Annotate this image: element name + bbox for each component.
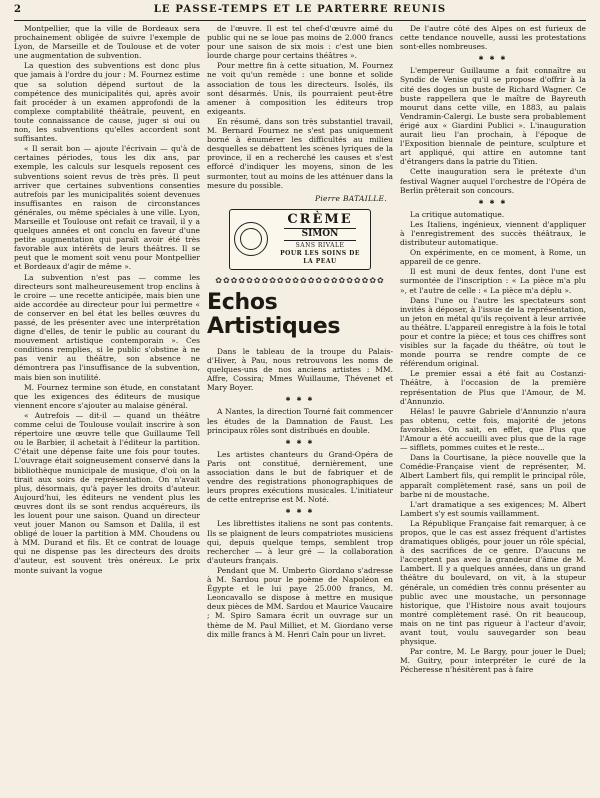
ad-usage: POUR LES SOINS DE LA PEAU	[280, 249, 360, 265]
newspaper-title: LE PASSE-TEMPS ET LE PARTERRE REUNIS	[153, 4, 447, 15]
ad-brand: CRÈME	[287, 211, 353, 227]
paragraph: Cette inauguration sera le prétexte d'un festival Wagner auquel l'orchestre de l'Opéra de Berlin prêterait son concours.	[400, 167, 586, 195]
article-columns	[14, 24, 586, 792]
paragraph: De l'autre côté des Alpes on est furieux de cette tendance nouvelle, aussi les protestations sont-elles nombreuses.	[400, 24, 586, 52]
paragraph: Les Italiens, ingénieux, viennent d'appliquer à l'enregistrement des succès théâtraux, le distributeur automatique.	[400, 219, 586, 248]
column-2	[207, 24, 393, 792]
page-number: 2	[14, 4, 23, 15]
paragraph: La République Française fait remarquer, à ce propos, que le cas est assez fréquent d'artistes dramatiques obligés, pour jouer un rôle spécial, à des sacrifices de ce genre. D'aucuns ne l'acceptent pas avec la grandeur d'âme de M. Lambert. Il y a quelques années, dans un grand théâtre du boulevard, on vit, à la stupeur générale, un comédien très connu présenter au public avec une moustache, un personnage historique, que l'Histoire nous avait toujours montré complètement rasé. On rit beaucoup, mais on ne tint pas rigueur à l'acteur d'avoir, avant tout, voulu sauvegarder son beau physique.	[400, 518, 586, 647]
separator-icon: ✱ ✱ ✱	[285, 508, 315, 516]
paragraph: En résumé, dans son très substantiel travail, M. Bernard Fournez ne s'est pas uniquement borné à énumérer les difficultés au milieu desquelles se débattent les scènes lyriques de la province, il en a recherché les causes et s'est efforcé d'indiquer les moyens, sinon de les surmonter, tout au moins de les atténuer dans la mesure du possible.	[207, 116, 393, 190]
paragraph: L'art dramatique a ses exigences; M. Albert Lambert s'y est soumis vaillamment.	[400, 499, 586, 518]
author-signature: Pierre BATAILLE.	[315, 193, 387, 203]
separator-icon: ✱ ✱ ✱	[285, 438, 315, 446]
echo-paragraph: Dans le tableau de la troupe du Palais-d'Hiver, à Pau, nous retrouvons les noms de quelques-uns de nos anciens artistes : MM. Affre, Cossira; Mmes Wuillaume, Thévenet et Mary Boyer.	[207, 346, 393, 393]
cream-jar-icon	[234, 222, 268, 256]
column-1	[14, 24, 200, 792]
page-header	[14, 4, 586, 18]
paragraph: Dans la Courtisane, la pièce nouvelle que la Comédie-Française vient de représenter, M. Albert Lambert fils, qui remplit le principal rôle, apparaît complètement rasé, sans un poil de barbe ni de moustache.	[400, 453, 586, 499]
creme-simon-advertisement	[229, 209, 371, 270]
separator-icon: ✱ ✱ ✱	[478, 55, 508, 63]
paragraph: Par contre, M. Le Bargy, pour jouer le Duel; M. Guitry, pour interpréter le curé de la Pécheresse n'hésitèrent pas à faire	[400, 647, 586, 675]
separator-icon: ✱ ✱ ✱	[285, 396, 315, 404]
paragraph: M. Fournez termine son étude, en constatant que les exigences des éditeurs de musique viennent encore s'ajouter au malaise général.	[14, 382, 200, 410]
paragraph: « Il serait bon — ajoute l'écrivain — qu'à de certaines périodes, tous les dix ans, par exemple, les calculs sur lesquels reposent ces subventions soient revus de très près. Il peut arriver que certaines subventions consenties autrefois par les municipalités soient devenues insuffisantes en raison de circonstances générales, ou même spéciales à une ville. Lyon, Marseille et Toulouse ont refait ce travail, il y a quelques années et ont conclu en faveur d'une petite augmentation qui paraît avoir été très favorable aux intérêts de leurs théâtres. Il se peut que le moment soit venu pour Montpellier et Bordeaux d'agir de même ».	[14, 144, 200, 272]
paragraph: On expérimente, en ce moment, à Rome, un appareil de ce genre.	[400, 248, 586, 267]
column-3	[400, 24, 586, 792]
separator-icon: ✱ ✱ ✱	[478, 198, 508, 206]
paragraph: Le premier essai a été fait au Costanzi-Théâtre, à l'occasion de la première représentation de Plus que l'Amour, de M. d'Annunzio.	[400, 369, 586, 406]
paragraph: L'empereur Guillaume a fait connaître au Syndic de Venise qu'il se propose d'offrir à la cité des doges un buste de Richard Wagner. Ce buste rappellera que le maître de Bayreuth mourut dans cette ville, en 1883, au palais Vendramin-Calergi. Le buste sera probablement érigé aux « Giardini Publici ». L'inauguration aurait lieu l'an prochain, à l'époque de l'Exposition biennale de peinture, sculpture et art appliqué, qui attire en automne tant d'étrangers dans la patrie du Titien.	[400, 66, 586, 167]
section-heading: Echos Artistiques	[207, 289, 341, 339]
subsection-title: La critique automatique.	[410, 209, 505, 219]
echo-paragraph: Les artistes chanteurs du Grand-Opéra de Paris ont constitué, dernièrement, une association dans le but de fabriquer et de vendre des registrations phonographiques de leurs propres exécutions musicales. L'initiateur de cette entreprise est M. Noté.	[207, 449, 393, 505]
echo-paragraph: Les librettistes italiens ne sont pas contents. Ils se plaignent de leurs compatriotes musiciens qui, depuis quelque temps, semblent trop rechercher — à leur gré — la collaboration d'auteurs français.	[207, 519, 393, 565]
header-rule	[14, 20, 586, 21]
paragraph: Montpellier, que la ville de Bordeaux sera prochainement obligée de suivre l'exemple de Lyon, de Marseille et de Toulouse et de voter une augmentation de subvention.	[14, 24, 200, 61]
echo-paragraph: A Nantes, la direction Tourné fait commencer les études de la Damnation de Faust. Les principaux rôles sont distribués en double.	[207, 407, 393, 435]
ad-maker: SIMON	[284, 228, 356, 241]
paragraph: La question des subventions est donc plus que jamais à l'ordre du jour : M. Fournez estime que sa solution dépend surtout de la compétence des municipalités qui, après avoir fait procéder à un examen approfondi de la complexe comptabilité théâtrale, peuvent, en toute connaissance de cause, juger si oui ou non, les subventions qu'elles accordent sont suffisantes.	[14, 61, 200, 144]
paragraph: « Autrefois — dit-il — quand un théâtre comme celui de Toulouse voulait inscrire à son répertoire une œuvre telle que Guillaume Tell ou le Barbier, il achetait à l'éditeur la partition. C'était une dépense faite une fois pour toutes. L'ouvrage était soigneusement conservé dans la bibliothèque municipale de musique, d'où on la tirait aux soirs de représentation. On n'avait plus, désormais, qu'à payer les droits d'auteur. Aujourd'hui, les éditeurs ne vendent plus les œuvres dont ils se sont rendus acquéreurs, ils les louent pour une saison. Quand un directeur veut jouer Manon ou Samson et Dalila, il est obligé de louer la partition à MM. Choudens ou à MM. Durand et fils. Et ce contrat de louage qui ne dispense pas les directeurs des droits d'auteur, est souvent très onéreux. Le prix monte suivant la vogue	[14, 410, 200, 575]
paragraph: Pour mettre fin à cette situation, M. Fournez ne voit qu'un remède : une bonne et solide association de tous les directeurs. Isolés, ils sont désarmés. Unis, ils pourraient peut-être amener à composition les éditeurs trop exigeants.	[207, 61, 393, 116]
ad-tagline: SANS RIVALE	[295, 241, 345, 249]
paragraph: La subvention n'est pas — comme les directeurs sont malheureusement trop enclins à le croire — une recette anticipée, mais bien une aide accordée au directeur pour lui permettre « de conserver en bel état les belles œuvres du passé, de les présenter avec une interprétation digne d'elles, de tenir le public au courant du mouvement artistique contemporain ». Ces conditions remplies, si le public s'obstine à ne pas venir au théâtre, son absence ne démontrera pas l'insuffisance de la subvention, mais bien son inutilité.	[14, 272, 200, 382]
paragraph: de l'œuvre. Il est tel chef-d'œuvre aimé du public qui ne se loue pas moins de 2.000 francs pour une saison de six mois : c'est une bien lourde charge pour certains théâtres ».	[207, 24, 393, 61]
echo-paragraph: Pendant que M. Umberto Giordano s'adresse à M. Sardou pour le poème de Napoléon en Égypte et le lui paye 25.000 francs, M. Leoncavallo se dispose à mettre en musique deux pièces de MM. Sardou et Maurice Vaucaire ; M. Spiro Samara écrit un ouvrage sur un thème de M. Paul Milliet, et M. Giordano verse dix mille francs à M. Henri Caïn pour un livret.	[207, 565, 393, 639]
ornament-divider-icon: ✿✿✿✿✿✿✿✿✿✿✿✿✿✿✿✿✿✿✿✿✿✿	[215, 275, 385, 285]
paragraph: Dans l'une ou l'autre les spectateurs sont invités à déposer, à l'issue de la représentation, un jeton en métal qu'ils reçoivent à leur arrivée au théâtre. L'appareil enregistre à la fois le total pour et contre la pièce; et tous ces chiffres sont visibles sur la façade du théâtre, où tout le monde pourra se rendre compte de ce référendum original.	[400, 295, 586, 369]
paragraph: Hélas! le pauvre Gabriele d'Annunzio n'aura pas obtenu, cette fois, majorité de jetons favorables. On sait, en effet, que Plus que l'Amour a été accueilli avec plus que de la rage — sifflets, pommes cuites et le reste...	[400, 406, 586, 453]
paragraph: Il est muni de deux fentes, dont l'une est surmontée de l'inscription : « La pièce m'a plu », et l'autre de celle : « La pièce m'a déplu ».	[400, 267, 586, 295]
